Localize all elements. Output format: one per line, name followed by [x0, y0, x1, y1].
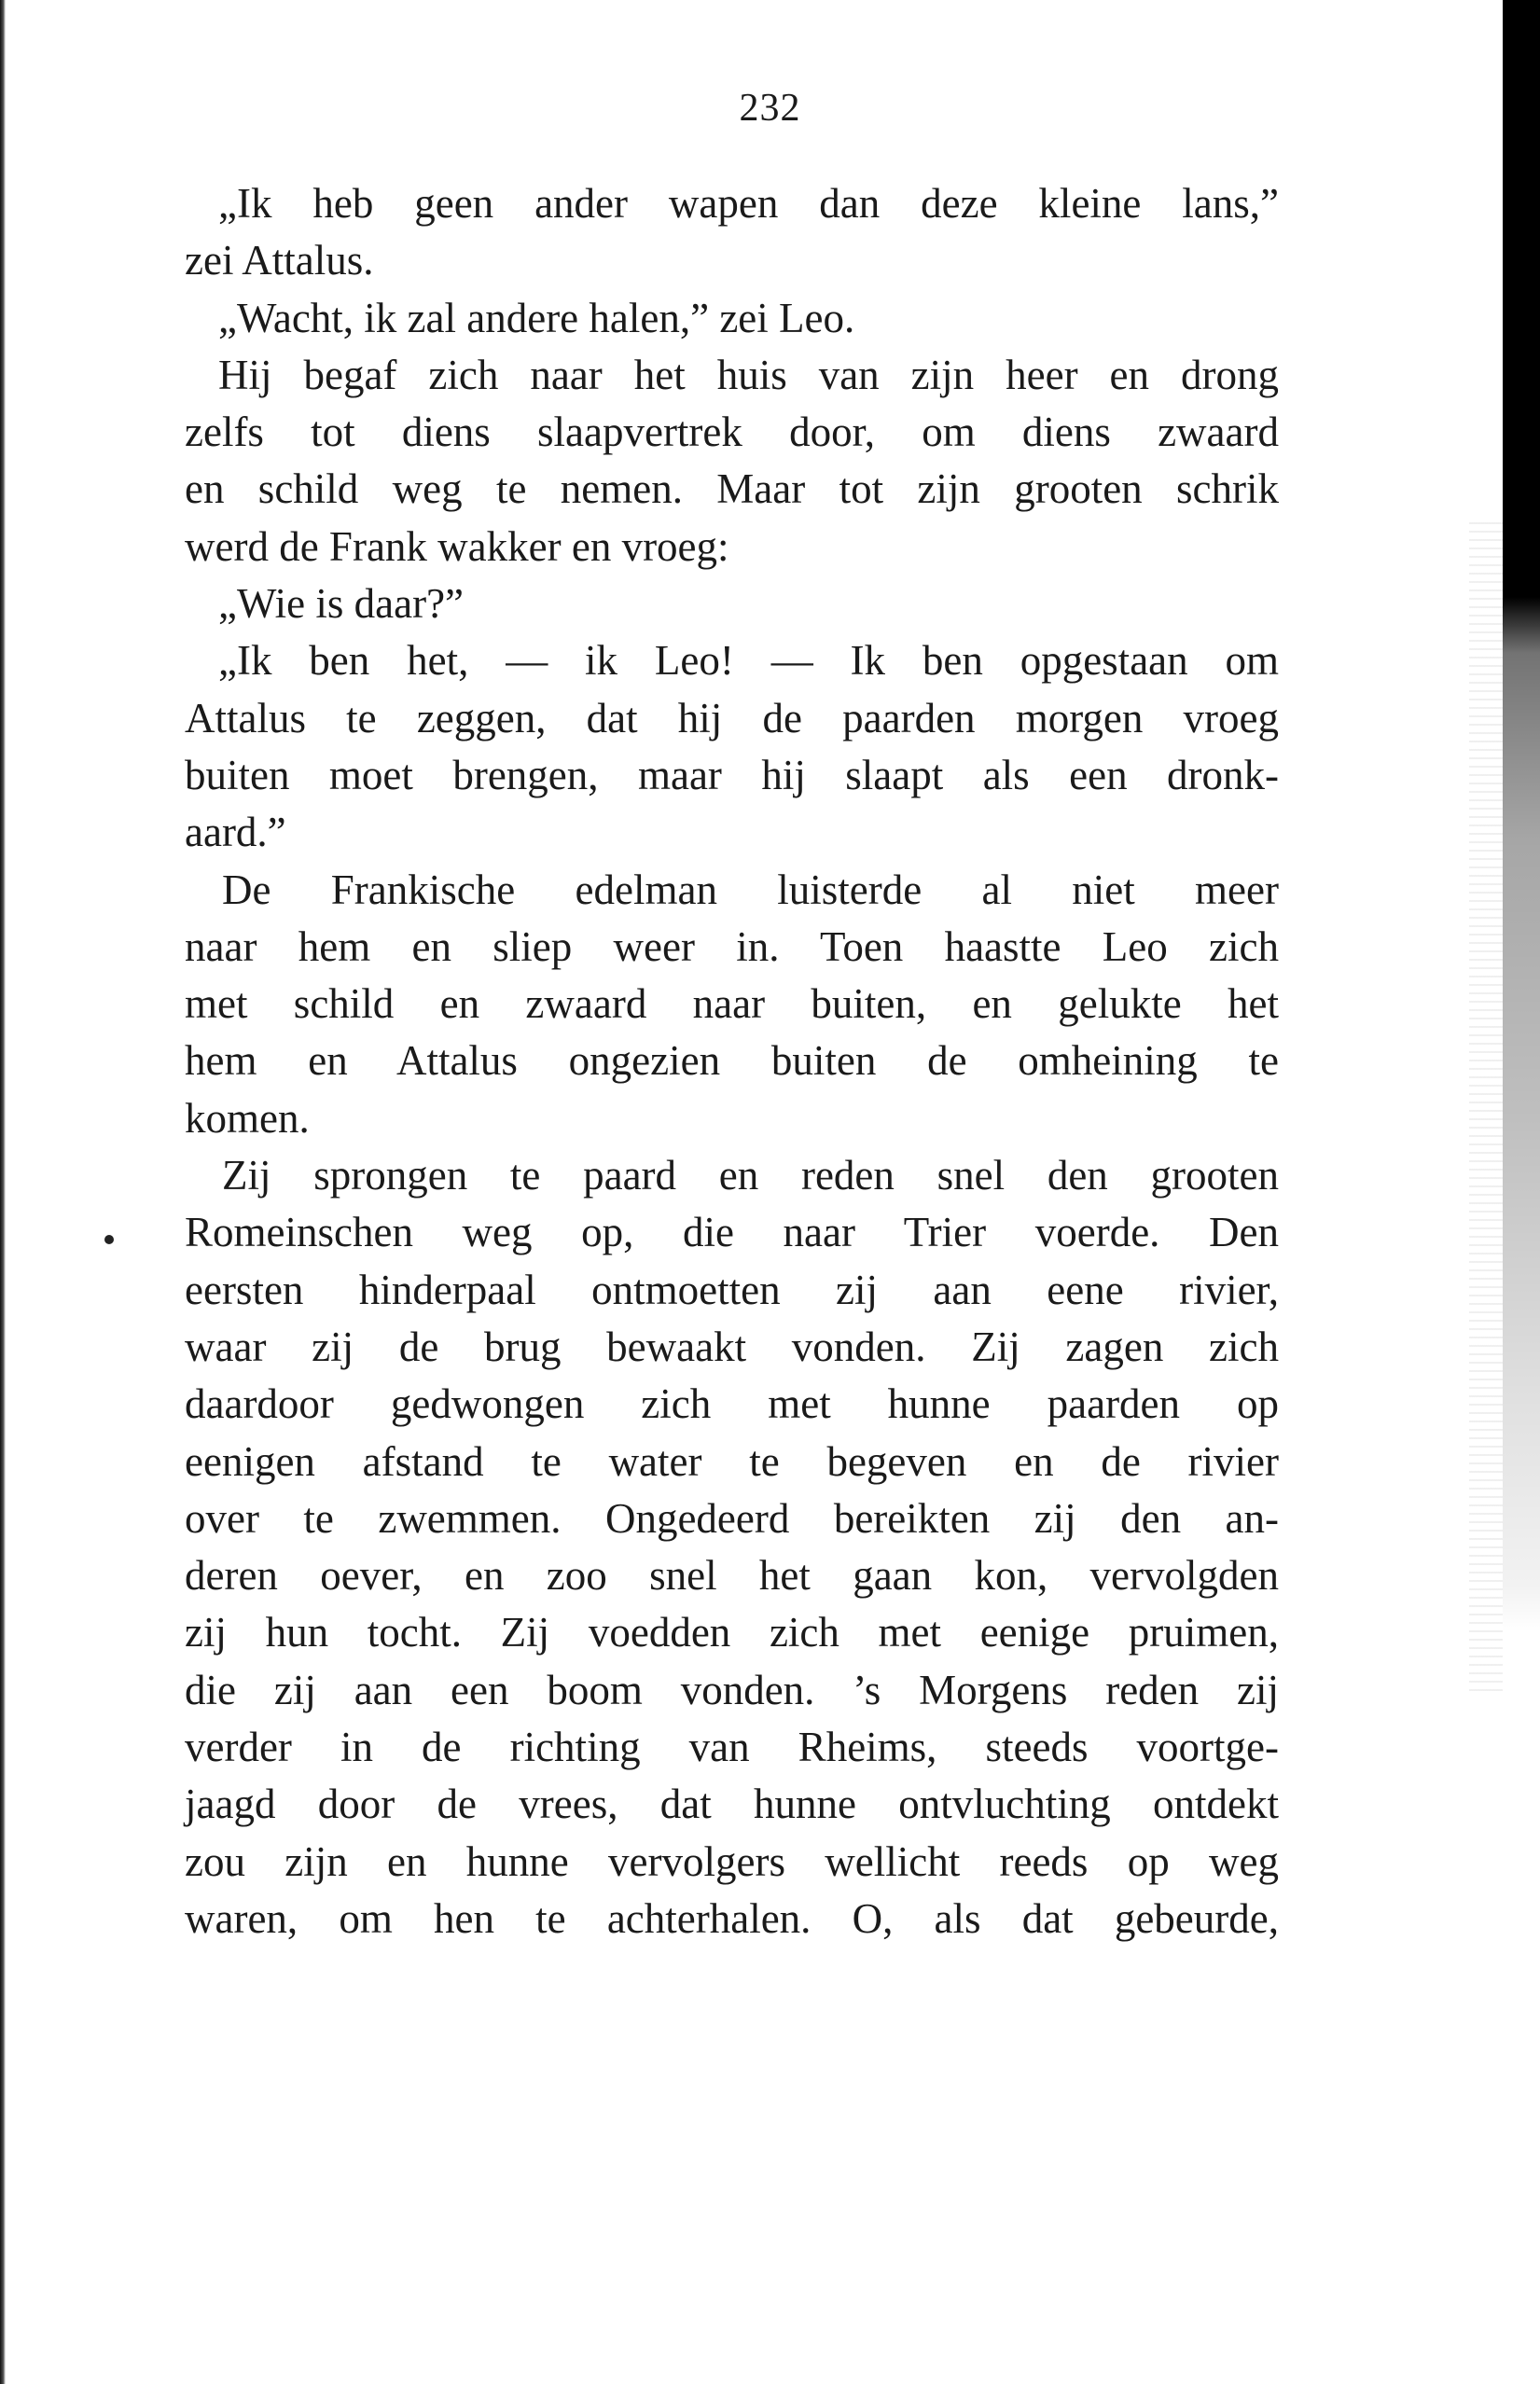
- text-line: zij hun tocht. Zij voedden zich met eenige pruimen,: [185, 1609, 1279, 1656]
- scan-edge-right: [1503, 0, 1540, 2384]
- text-line: komen.: [185, 1094, 310, 1142]
- text-line: Zij sprongen te paard en reden snel den grooten: [222, 1152, 1279, 1199]
- ink-speck: [104, 1235, 114, 1244]
- text-line: Romeinschen weg op, die naar Trier voerde. Den: [185, 1209, 1279, 1256]
- scan-edge-speckle: [1469, 522, 1503, 1698]
- text-line: buiten moet brengen, maar hij slaapt als een dronk-: [185, 751, 1279, 798]
- text-line: zou zijn en hunne vervolgers wellicht reeds op weg: [185, 1837, 1279, 1885]
- body-text: [185, 175, 1279, 1947]
- text-line: verder in de richting van Rheims, steeds voortge-: [185, 1724, 1279, 1771]
- text-line: aard.”: [185, 809, 286, 856]
- text-line: „Wie is daar?”: [218, 580, 465, 628]
- text-line: Hij begaf zich naar het huis van zijn heer en drong: [218, 351, 1279, 398]
- text-line: zei Attalus.: [185, 237, 374, 284]
- text-line: die zij aan een boom vonden. ’s Morgens reden zij: [185, 1666, 1279, 1713]
- text-line: naar hem en sliep weer in. Toen haastte Leo zich: [185, 922, 1279, 970]
- text-line: „Ik ben het, — ik Leo! — Ik ben opgestaan om: [218, 637, 1279, 685]
- text-line: over te zwemmen. Ongedeerd bereikten zij den an-: [185, 1494, 1279, 1542]
- text-line: eenigen afstand te water te begeven en de rivier: [185, 1437, 1279, 1485]
- text-line: met schild en zwaard naar buiten, en gelukte het: [185, 980, 1279, 1028]
- text-line: „Wacht, ik zal andere halen,” zei Leo.: [218, 294, 855, 341]
- text-line: daardoor gedwongen zich met hunne paarden op: [185, 1380, 1279, 1428]
- text-line: De Frankische edelman luisterde al niet meer: [222, 866, 1279, 913]
- text-line: „Ik heb geen ander wapen dan deze kleine lans,”: [218, 180, 1279, 227]
- scan-edge-left: [0, 0, 6, 2384]
- text-line: deren oever, en zoo snel het gaan kon, vervolgden: [185, 1552, 1279, 1600]
- text-line: eersten hinderpaal ontmoetten zij aan eene rivier,: [185, 1266, 1279, 1313]
- text-line: Attalus te zeggen, dat hij de paarden morgen vroeg: [185, 694, 1279, 742]
- page-number: 232: [739, 87, 801, 130]
- text-line: zelfs tot diens slaapvertrek door, om diens zwaard: [185, 409, 1279, 456]
- text-line: waren, om hen te achterhalen. O, als dat gebeurde,: [185, 1894, 1279, 1942]
- text-line: waar zij de brug bewaakt vonden. Zij zagen zich: [185, 1323, 1279, 1370]
- text-line: werd de Frank wakker en vroeg:: [185, 522, 729, 570]
- text-line: jaagd door de vrees, dat hunne ontvluchting ontdekt: [185, 1781, 1279, 1828]
- text-line: hem en Attalus ongezien buiten de omheining te: [185, 1037, 1279, 1085]
- text-line: en schild weg te nemen. Maar tot zijn grooten schrik: [185, 465, 1279, 513]
